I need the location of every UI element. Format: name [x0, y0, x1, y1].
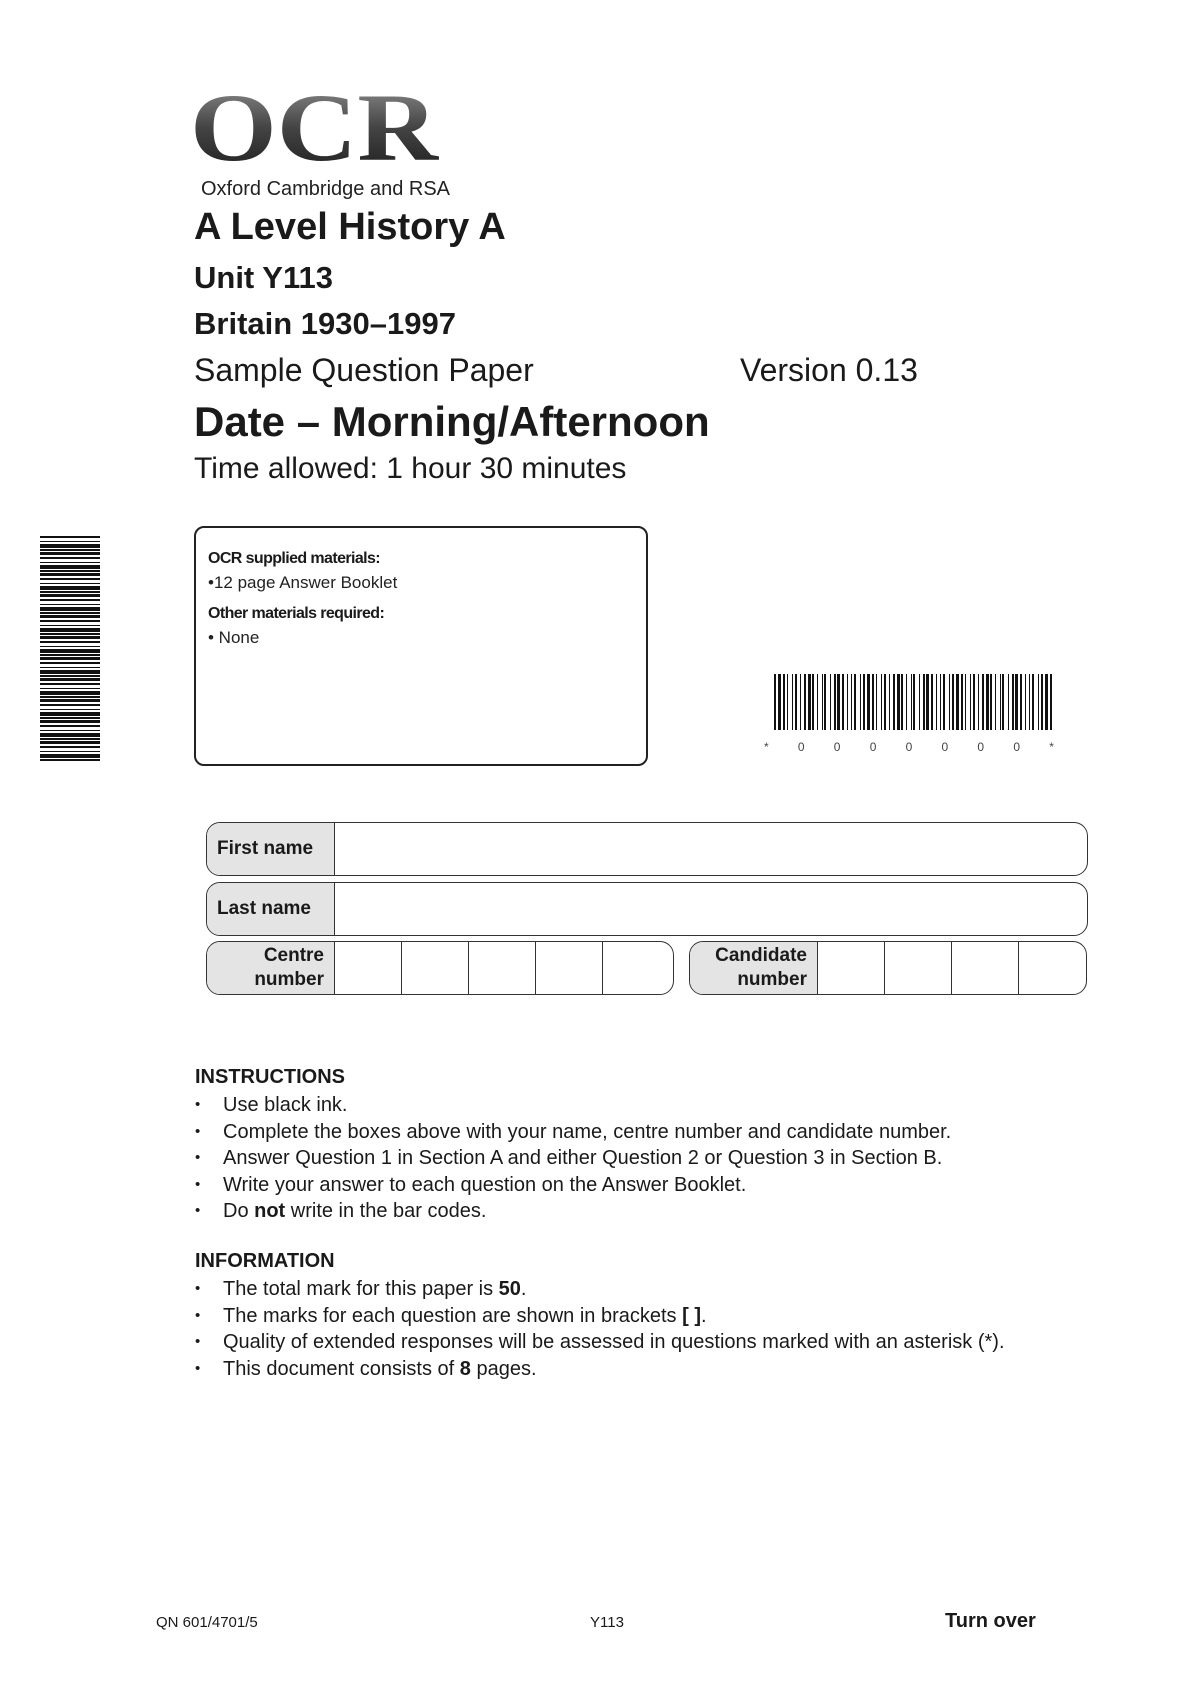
- barcode-bar: [40, 667, 100, 668]
- other-materials-heading: Other materials required:: [208, 605, 385, 622]
- barcode-bar: [40, 591, 100, 593]
- first-name-field[interactable]: [206, 822, 1088, 876]
- barcode-bar: [1045, 674, 1048, 730]
- barcode-bar: [1038, 674, 1039, 730]
- barcode-bar: [911, 674, 912, 730]
- barcode-bar: [40, 678, 100, 681]
- supplied-materials-item: •12 page Answer Booklet: [208, 573, 398, 592]
- barcode-bar: [842, 674, 844, 730]
- barcode-bar: [978, 674, 979, 730]
- barcode-bar: [1002, 674, 1004, 730]
- last-name-input[interactable]: [335, 883, 1087, 935]
- barcode-bar: [1020, 674, 1022, 730]
- version-label: Version 0.13: [740, 352, 918, 388]
- barcode-bar: [778, 674, 781, 730]
- barcode-bar: [40, 544, 100, 548]
- supplied-materials-heading: OCR supplied materials:: [208, 550, 381, 567]
- barcode-bar: [774, 674, 776, 730]
- barcode-bar: [792, 674, 793, 730]
- centre-label-line1: Centre: [263, 945, 324, 966]
- barcode-digit: 0: [1013, 740, 1021, 754]
- barcode-bar: [808, 674, 811, 730]
- barcode-bar: [1008, 674, 1009, 730]
- barcode-bar: [936, 674, 937, 730]
- barcode-bar: [40, 536, 100, 538]
- barcode-bar: [817, 674, 818, 730]
- barcode-bar: [965, 674, 966, 730]
- barcode-bar: [40, 565, 100, 569]
- barcode-bar: [824, 674, 826, 730]
- barcode-bar: [872, 674, 874, 730]
- barcode-bar: [986, 674, 989, 730]
- barcode-bar: [919, 674, 920, 730]
- barcode-bar: [812, 674, 814, 730]
- barcode-bar: [783, 674, 785, 730]
- barcode-bar: [860, 674, 861, 730]
- barcode-bar: [961, 674, 963, 730]
- barcode-digits: [764, 740, 1054, 754]
- barcode-bar: [884, 674, 886, 730]
- barcode-bar: [40, 649, 100, 653]
- barcode-bar: [40, 599, 100, 601]
- barcode-bar: [40, 615, 100, 618]
- turn-over-label: Turn over: [945, 1610, 1036, 1632]
- last-name-label: Last name: [207, 883, 335, 935]
- barcode-bar: [40, 691, 100, 695]
- information-item: • The total mark for this paper is 50.: [195, 1276, 1005, 1303]
- barcode-digit: *: [764, 740, 769, 754]
- barcode-bar: [40, 641, 100, 643]
- barcode-bar: [40, 612, 100, 614]
- barcode-bar: [897, 674, 900, 730]
- barcode-bar: [40, 654, 100, 656]
- barcode-bar: [1041, 674, 1043, 730]
- barcode-bar: [40, 683, 100, 685]
- barcode-bar: [40, 662, 100, 664]
- barcode-bar: [40, 720, 100, 723]
- svg-text:OCR: OCR: [190, 88, 440, 168]
- barcode-bar: [906, 674, 907, 730]
- barcode-bar: [40, 604, 100, 605]
- barcode-bar: [40, 725, 100, 727]
- centre-digit-box[interactable]: [536, 942, 603, 994]
- barcode-bar: [40, 578, 100, 580]
- barcode-bar: [834, 674, 836, 730]
- barcode-bar: [889, 674, 890, 730]
- barcode-bar: [982, 674, 984, 730]
- barcode-bar: [901, 674, 903, 730]
- instruction-item: • Complete the boxes above with your name, centre number and candidate number.: [195, 1119, 951, 1146]
- barcode-bar: [40, 733, 100, 737]
- barcode-bar: [847, 674, 848, 730]
- candidate-digit-box[interactable]: [952, 942, 1019, 994]
- barcode-bar: [40, 741, 100, 744]
- barcode-bar: [40, 549, 100, 551]
- qualification-number: QN 601/4701/5: [156, 1614, 258, 1631]
- barcode-bar: [1050, 674, 1052, 730]
- barcode-bar: [40, 646, 100, 647]
- barcode-digit: 0: [869, 740, 877, 754]
- centre-digit-box[interactable]: [603, 942, 670, 994]
- barcode-bar: [40, 746, 100, 748]
- barcode-digit: 0: [941, 740, 949, 754]
- barcode-bar: [40, 583, 100, 584]
- barcode-bar: [804, 674, 806, 730]
- barcode-bar: [822, 674, 823, 730]
- barcode-bar: [837, 674, 840, 730]
- barcode-bar: [40, 607, 100, 611]
- barcode-bar: [40, 754, 100, 758]
- ocr-logo: [190, 88, 440, 168]
- barcode-bar: [40, 709, 100, 710]
- candidate-digit-box[interactable]: [818, 942, 885, 994]
- barcode-bar: [795, 674, 797, 730]
- candidate-digit-box[interactable]: [1019, 942, 1086, 994]
- candidate-digit-box[interactable]: [885, 942, 952, 994]
- information-item: • Quality of extended responses will be assessed in questions marked with an asterisk (*).: [195, 1329, 1005, 1356]
- instruction-item: • Write your answer to each question on the Answer Booklet.: [195, 1172, 951, 1199]
- barcode-bar: [854, 674, 856, 730]
- barcode-bar: [931, 674, 933, 730]
- instructions-heading: INSTRUCTIONS: [195, 1066, 345, 1088]
- barcode-bar: [943, 674, 945, 730]
- barcode-bar: [40, 696, 100, 698]
- barcode-bar: [851, 674, 852, 730]
- barcode-bar: [787, 674, 788, 730]
- barcode-digit: 0: [977, 740, 985, 754]
- barcode-bar: [40, 730, 100, 731]
- barcode-bar: [956, 674, 959, 730]
- instructions-list: [195, 1092, 951, 1225]
- barcode-bar: [876, 674, 877, 730]
- last-name-field[interactable]: [206, 882, 1088, 936]
- centre-number-label: [207, 942, 335, 994]
- barcode-bar: [800, 674, 801, 730]
- barcode-bar: [40, 717, 100, 719]
- candidate-label-line1: Candidate: [715, 945, 807, 966]
- barcode-bar: [40, 557, 100, 559]
- centre-number-field[interactable]: [206, 941, 674, 995]
- barcode-bar: [949, 674, 950, 730]
- barcode-bar: [952, 674, 954, 730]
- barcode-bar: [863, 674, 865, 730]
- paper-period: Britain 1930–1997: [194, 306, 456, 341]
- barcode-bar: [40, 573, 100, 576]
- barcode-bar: [40, 541, 100, 542]
- centre-digit-box[interactable]: [402, 942, 469, 994]
- barcode-bar: [913, 674, 915, 730]
- barcode-bar: [40, 688, 100, 689]
- barcode-bar: [881, 674, 882, 730]
- paper-type: Sample Question Paper: [194, 352, 534, 388]
- barcode-bar: [973, 674, 975, 730]
- logo-subtitle: Oxford Cambridge and RSA: [201, 178, 451, 200]
- barcode-bar: [40, 562, 100, 563]
- instruction-item: • Use black ink.: [195, 1092, 951, 1119]
- barcode-bar: [1025, 674, 1026, 730]
- barcode-bar: [40, 552, 100, 555]
- centre-digit-box[interactable]: [469, 942, 536, 994]
- information-item: • This document consists of 8 pages.: [195, 1356, 1005, 1383]
- barcode-digit: *: [1049, 740, 1054, 754]
- candidate-number-label: [690, 942, 818, 994]
- barcode-bar: [40, 759, 100, 761]
- barcode-bar: [40, 675, 100, 677]
- barcode-bar: [40, 625, 100, 626]
- barcode-bar: [40, 586, 100, 590]
- barcode-bar: [40, 738, 100, 740]
- barcode-digit: 0: [833, 740, 841, 754]
- unit-code: Unit Y113: [194, 260, 334, 295]
- barcode-bar: [40, 712, 100, 716]
- barcode-bar: [867, 674, 870, 730]
- barcode-bar: [40, 570, 100, 572]
- barcode-bar: [40, 699, 100, 702]
- paper-barcode: [774, 674, 1054, 730]
- barcode-bar: [990, 674, 992, 730]
- barcode-bar: [926, 674, 929, 730]
- barcode-bar: [1015, 674, 1018, 730]
- instruction-item: • Do not write in the bar codes.: [195, 1198, 951, 1225]
- side-barcode: [40, 536, 100, 762]
- barcode-bar: [970, 674, 971, 730]
- candidate-number-field[interactable]: [689, 941, 1087, 995]
- barcode-bar: [940, 674, 941, 730]
- first-name-input[interactable]: [335, 823, 1087, 875]
- barcode-bar: [995, 674, 996, 730]
- instruction-item: • Answer Question 1 in Section A and either Question 2 or Question 3 in Section B.: [195, 1145, 951, 1172]
- materials-box: [194, 526, 648, 766]
- centre-digit-box[interactable]: [335, 942, 402, 994]
- barcode-bar: [40, 620, 100, 622]
- barcode-bar: [40, 628, 100, 632]
- information-item: • The marks for each question are shown in brackets [ ].: [195, 1303, 1005, 1330]
- information-heading: INFORMATION: [195, 1250, 335, 1272]
- barcode-bar: [40, 751, 100, 752]
- barcode-digit: 0: [797, 740, 805, 754]
- barcode-bar: [830, 674, 831, 730]
- barcode-bar: [923, 674, 925, 730]
- first-name-label: First name: [207, 823, 335, 875]
- barcode-bar: [1000, 674, 1001, 730]
- paper-title: A Level History A: [194, 206, 506, 248]
- barcode-bar: [1012, 674, 1014, 730]
- barcode-bar: [40, 670, 100, 674]
- other-materials-item: • None: [208, 628, 260, 647]
- barcode-bar: [40, 633, 100, 635]
- barcode-bar: [40, 704, 100, 706]
- candidate-label-line2: number: [737, 969, 807, 990]
- centre-label-line2: number: [254, 969, 324, 990]
- information-list: [195, 1276, 1005, 1382]
- barcode-bar: [1029, 674, 1030, 730]
- barcode-bar: [893, 674, 895, 730]
- barcode-digit: 0: [905, 740, 913, 754]
- footer-unit-code: Y113: [590, 1614, 624, 1631]
- barcode-bar: [40, 636, 100, 639]
- time-allowed: Time allowed: 1 hour 30 minutes: [194, 452, 627, 485]
- barcode-bar: [1032, 674, 1034, 730]
- barcode-bar: [40, 594, 100, 597]
- exam-date: Date – Morning/Afternoon: [194, 398, 710, 445]
- barcode-bar: [40, 657, 100, 660]
